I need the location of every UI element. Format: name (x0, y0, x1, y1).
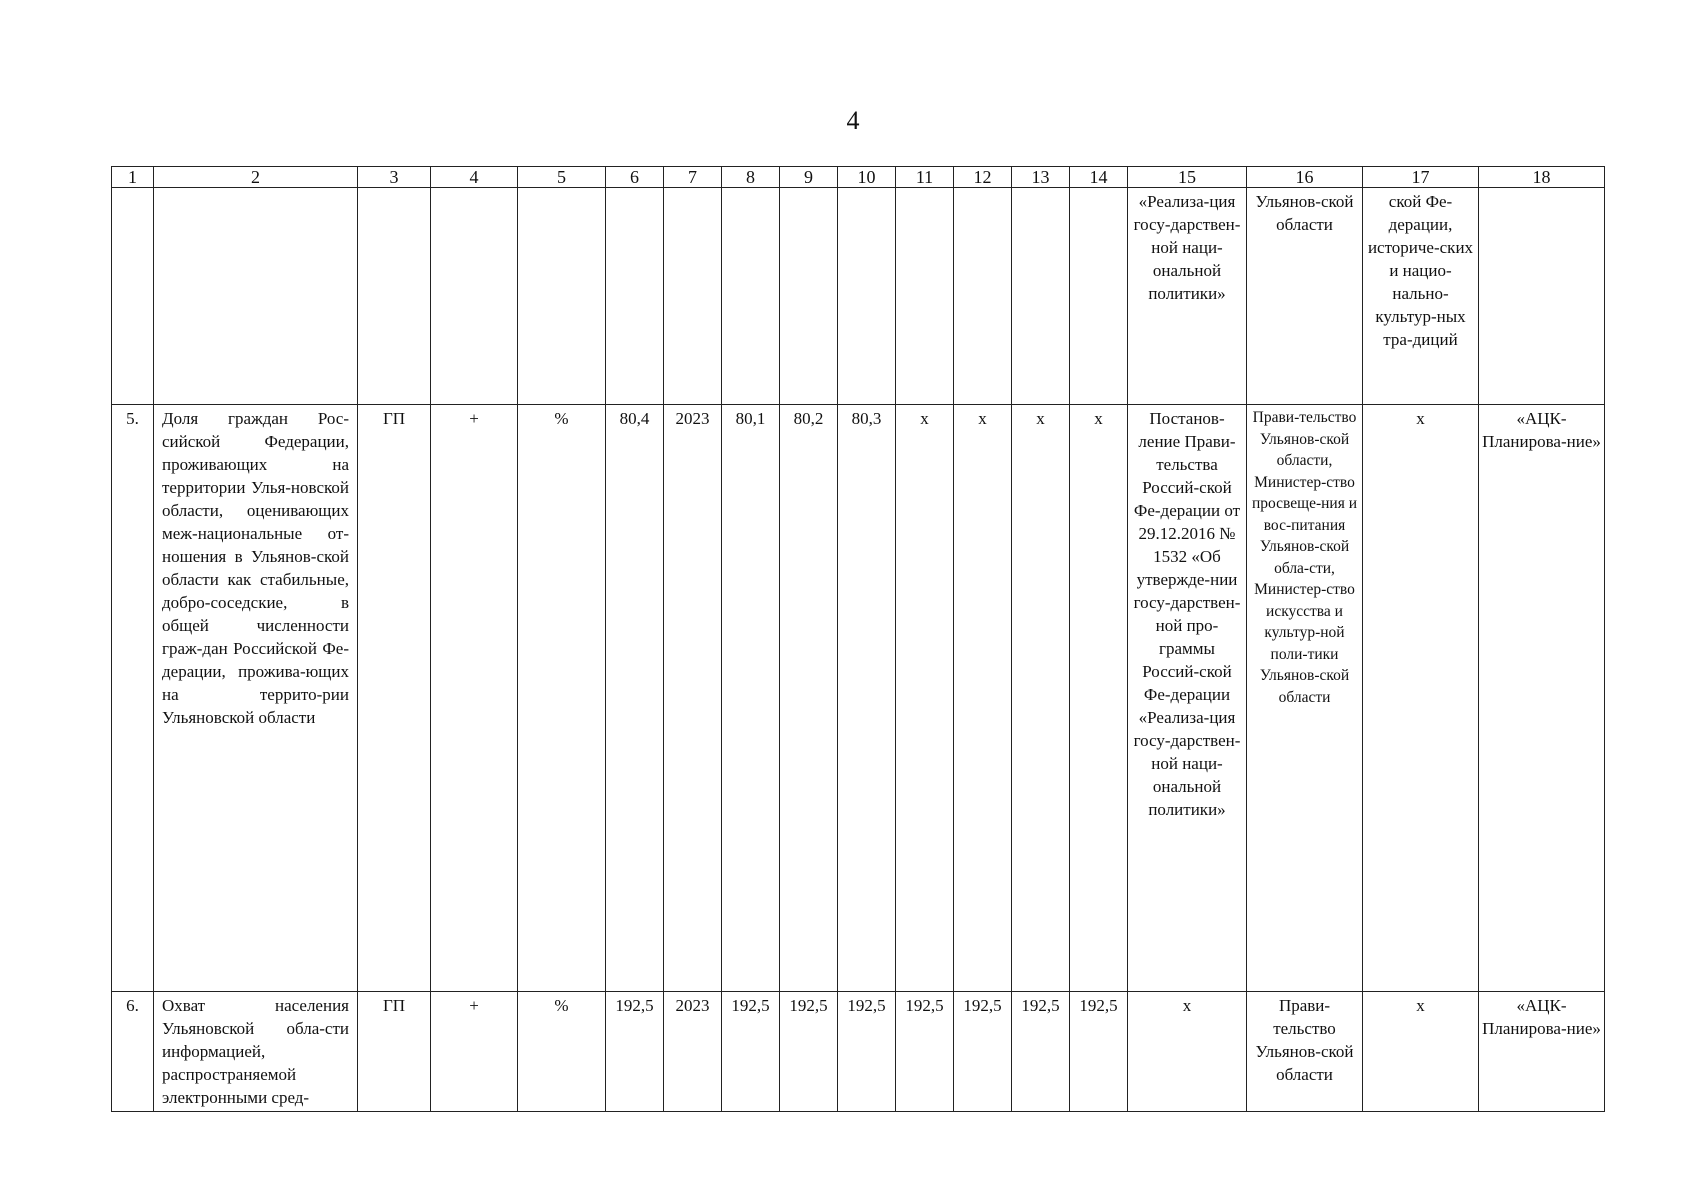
table-cell: ГП (358, 405, 431, 992)
table-cell (1012, 188, 1070, 405)
info-system-cell: «АЦК-Планирова-ние» (1479, 992, 1605, 1112)
table-cell: 80,2 (780, 405, 838, 992)
table-cell (954, 188, 1012, 405)
table-cell: 192,5 (1012, 992, 1070, 1112)
table-cell: x (1012, 405, 1070, 992)
table-cell: 192,5 (954, 992, 1012, 1112)
table-cell (780, 188, 838, 405)
table-cell (1070, 188, 1128, 405)
table-cell (722, 188, 780, 405)
indicator-name-cell: Доля граждан Рос-сийской Федерации, проживающих на территории Улья-новской области, оценивающих меж-национальные от-ношения в Ульянов-ской области как стабильные, добро-соседские, в общей численности граж-дан Российской Фе-дерации, прожива-ющих на террито-рии Ульяновской области (154, 405, 358, 992)
responsible-cell: Ульянов-ской области (1247, 188, 1363, 405)
indicator-table (111, 166, 1605, 1112)
header-cell: 6 (606, 167, 664, 188)
table-cell: 2023 (664, 992, 722, 1112)
table-cell (664, 188, 722, 405)
header-cell: 18 (1479, 167, 1605, 188)
table-cell (358, 188, 431, 405)
header-cell: 9 (780, 167, 838, 188)
header-cell: 13 (1012, 167, 1070, 188)
row-number-cell (112, 188, 154, 405)
header-cell: 4 (431, 167, 518, 188)
header-cell: 12 (954, 167, 1012, 188)
header-cell: 5 (518, 167, 606, 188)
header-cell: 11 (896, 167, 954, 188)
table-row (112, 405, 1605, 992)
table-cell: 192,5 (1070, 992, 1128, 1112)
table-cell: ГП (358, 992, 431, 1112)
table-cell: x (896, 405, 954, 992)
table-cell: % (518, 992, 606, 1112)
table-cell: x (1070, 405, 1128, 992)
table-cell: + (431, 405, 518, 992)
table-cell (838, 188, 896, 405)
table-cell (431, 188, 518, 405)
table-cell (606, 188, 664, 405)
table-cell: 80,1 (722, 405, 780, 992)
header-cell: 7 (664, 167, 722, 188)
table-cell: 192,5 (838, 992, 896, 1112)
legal-basis-cell: «Реализа-ция госу-дарствен-ной наци-ональной политики» (1128, 188, 1247, 405)
table-cell: 80,4 (606, 405, 664, 992)
table-cell: 192,5 (896, 992, 954, 1112)
header-cell: 17 (1363, 167, 1479, 188)
header-row (112, 167, 1605, 188)
indicator-name-cell (154, 188, 358, 405)
header-cell: 10 (838, 167, 896, 188)
header-cell: 15 (1128, 167, 1247, 188)
header-cell: 14 (1070, 167, 1128, 188)
header-cell: 2 (154, 167, 358, 188)
table-row (112, 188, 1605, 405)
responsible-cell: Прави-тельство Ульянов-ской области (1247, 992, 1363, 1112)
table-cell: + (431, 992, 518, 1112)
info-system-cell (1479, 188, 1605, 405)
info-system-cell: «АЦК-Планирова-ние» (1479, 405, 1605, 992)
table-cell: x (1363, 992, 1479, 1112)
row-number-cell: 5. (112, 405, 154, 992)
legal-basis-cell: x (1128, 992, 1247, 1112)
header-cell: 3 (358, 167, 431, 188)
table-cell: 192,5 (780, 992, 838, 1112)
row-number-cell: 6. (112, 992, 154, 1112)
table-cell: 80,3 (838, 405, 896, 992)
page-number: 4 (846, 106, 860, 135)
table-cell (518, 188, 606, 405)
legal-basis-cell: Постанов-ление Прави-тельства Россий-ской Фе-дерации от 29.12.2016 № 1532 «Об утвержде-нии госу-дарствен-ной про-граммы Россий-ской Фе-дерации «Реализа-ция госу-дарствен-ной наци-ональной политики» (1128, 405, 1247, 992)
table-cell: x (954, 405, 1012, 992)
indicator-name-cell: Охват населения Ульяновской обла-сти информацией, распространяемой электронными сред- (154, 992, 358, 1112)
table-cell: 192,5 (606, 992, 664, 1112)
table-cell: ской Фе-дерации, историче-ских и нацио-нально-культур-ных тра-диций (1363, 188, 1479, 405)
header-cell: 16 (1247, 167, 1363, 188)
table-row (112, 992, 1605, 1112)
table-cell: x (1363, 405, 1479, 992)
responsible-cell: Прави-тельство Ульянов-ской области, Министер-ство просвеще-ния и вос-питания Ульянов-ской обла-сти, Министер-ство искусства и культур-ной поли-тики Ульянов-ской области (1247, 405, 1363, 992)
header-cell: 1 (112, 167, 154, 188)
table-cell: 2023 (664, 405, 722, 992)
table-cell: 192,5 (722, 992, 780, 1112)
header-cell: 8 (722, 167, 780, 188)
table-cell: % (518, 405, 606, 992)
table-cell (896, 188, 954, 405)
